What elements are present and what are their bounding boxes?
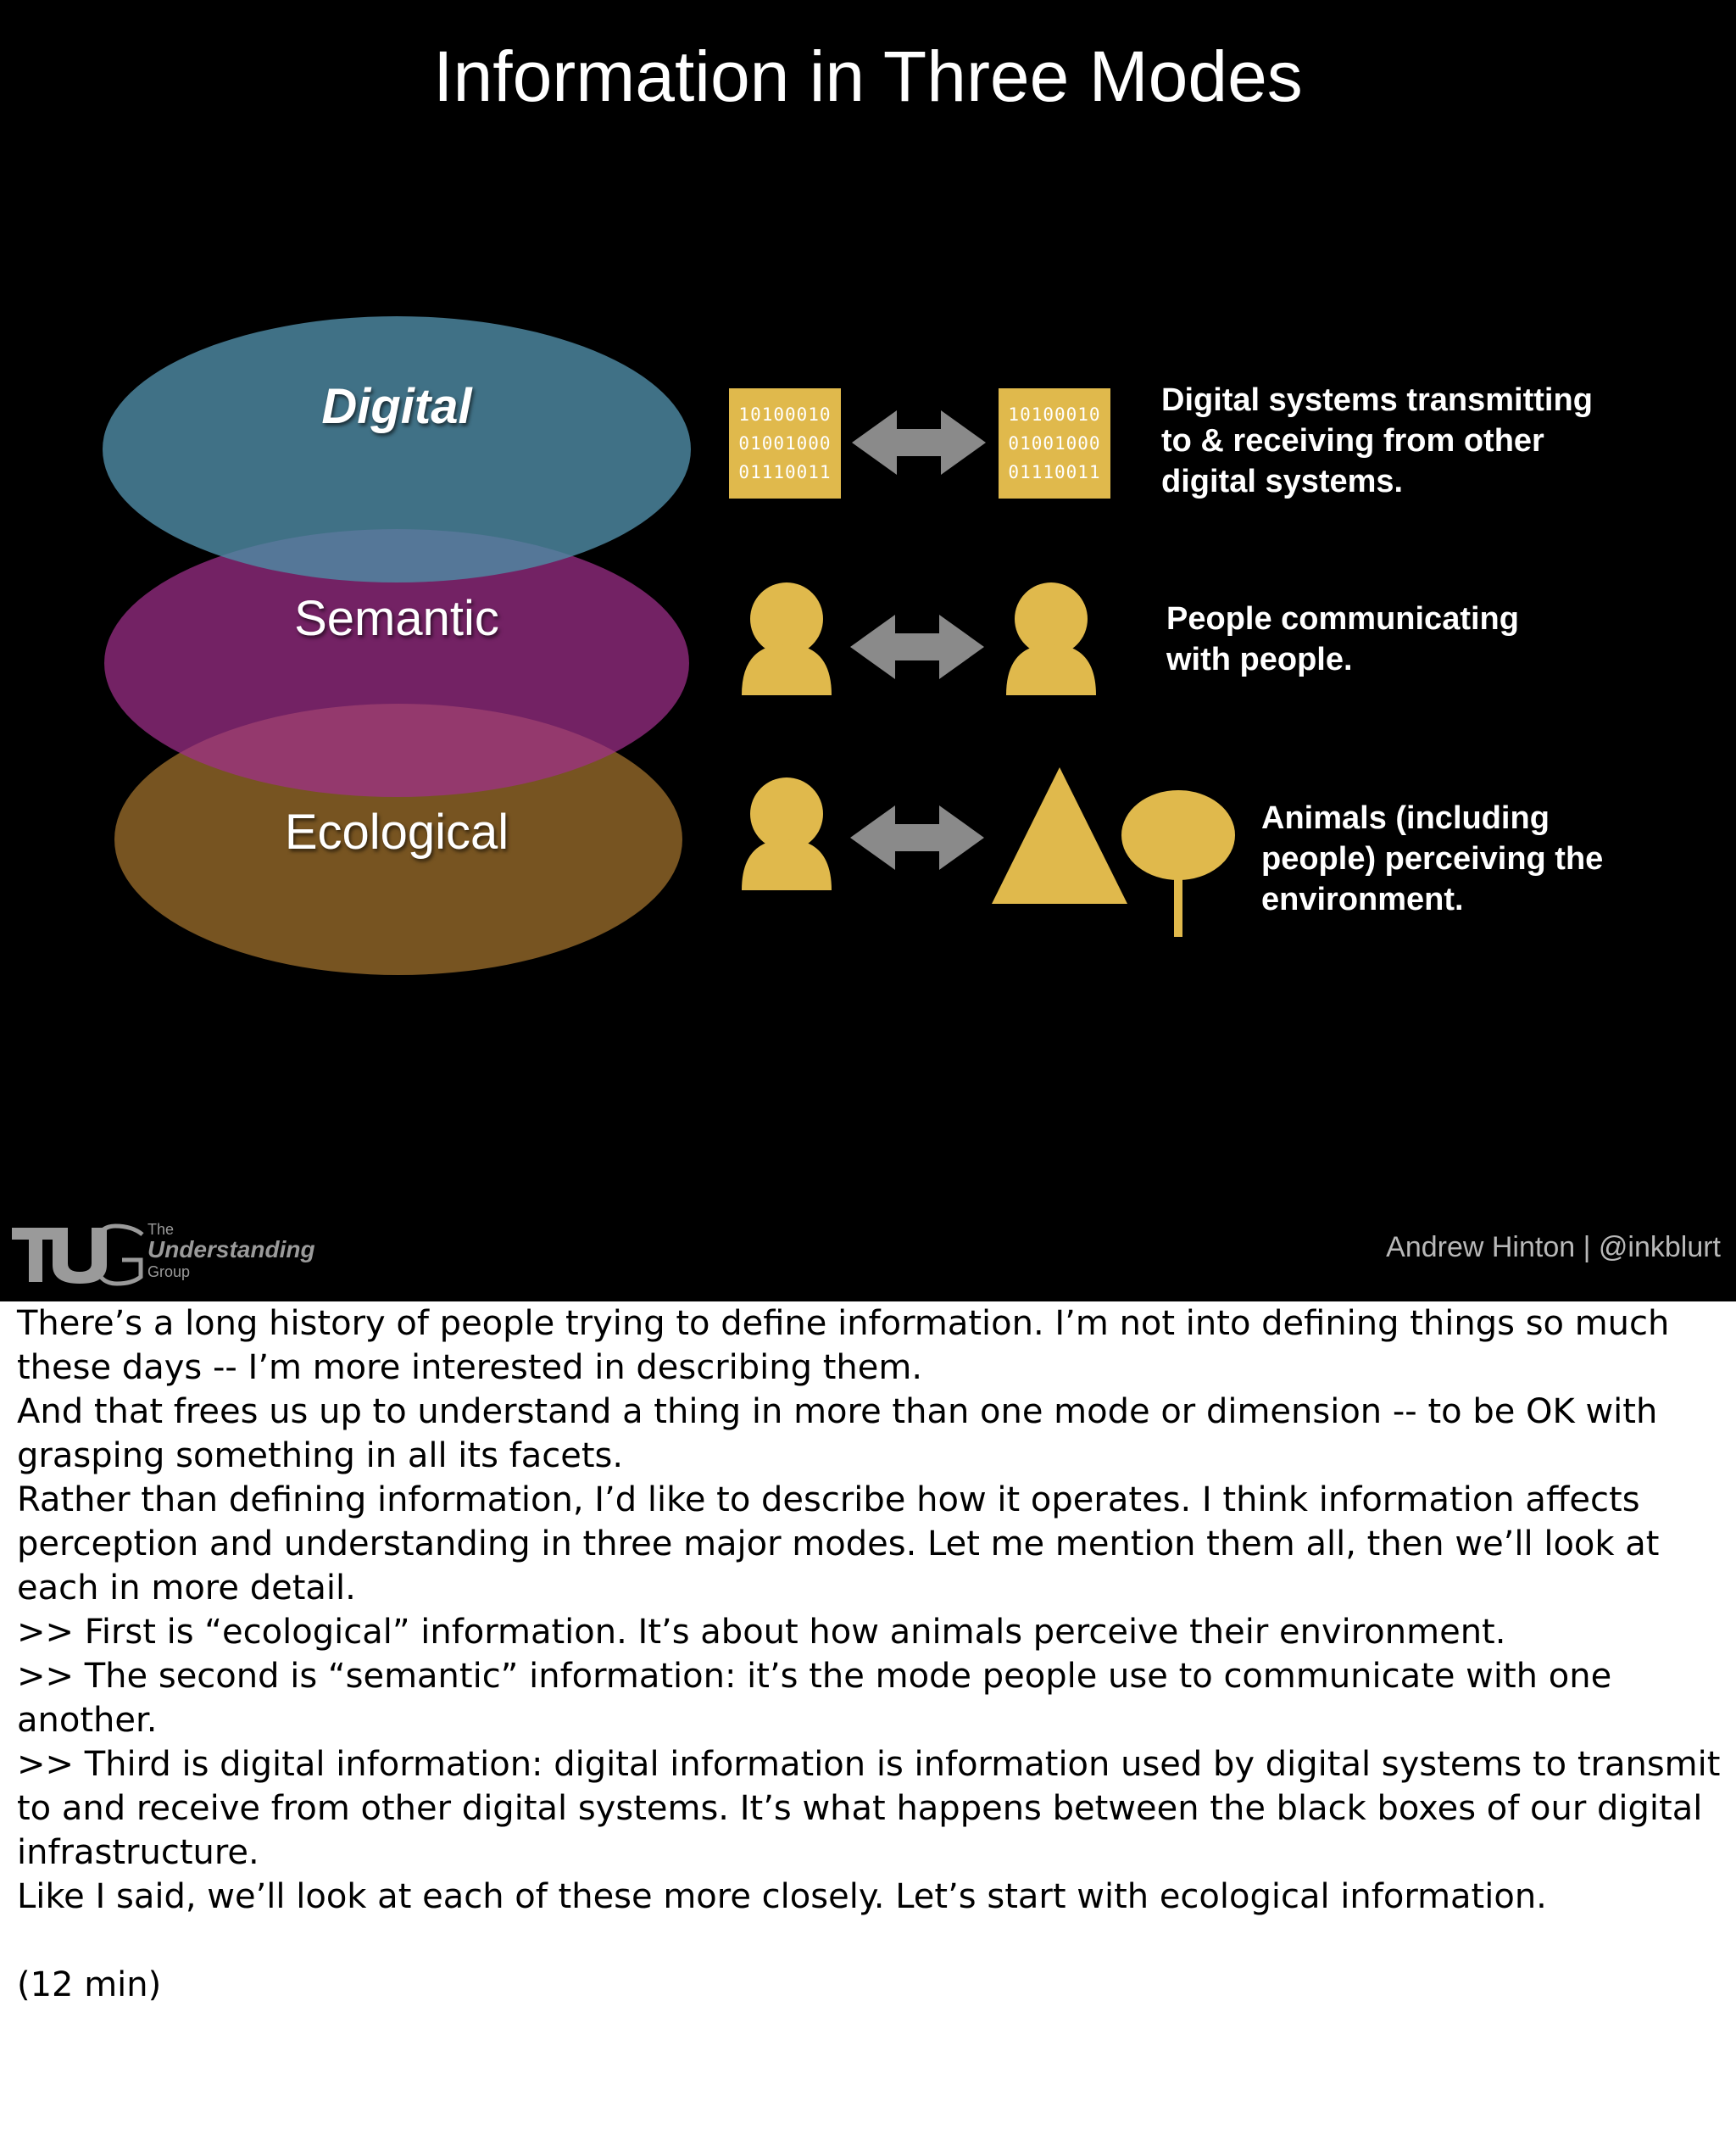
person-icon [742,777,832,890]
person-icon [1006,582,1096,695]
notes-paragraph: >> Third is digital information: digital information is information used by digital systems to transmit to and receive from other digital systems. It’s what happens between the black boxes of our digital infrastructure. [17,1745,1721,1872]
binary-line: 01001000 [1008,433,1101,454]
logo-text-group: Group [147,1263,191,1280]
notes-gap [17,1919,1721,1963]
binary-line: 01001000 [738,433,832,454]
digital-ellipse [103,316,691,582]
person-icon [742,582,832,695]
logo [12,1221,334,1285]
notes-paragraph: >> First is “ecological” information. It’s about how animals perceive their environment. [17,1613,1506,1652]
logo-text-understanding: Understanding [147,1236,315,1262]
speaker-notes [17,1301,1721,2007]
binary-data-icon [999,388,1110,499]
binary-line: 10100010 [738,404,832,425]
binary-line: 10100010 [1008,404,1101,425]
double-arrow-icon [850,615,984,679]
tree-icon [1121,790,1235,937]
binary-line: 01110011 [1008,462,1101,482]
mode-label-ecological: Ecological [284,805,509,860]
notes-paragraph: Rather than defining information, I’d like to describe how it operates. I think information affects perception and understanding in three major modes. Let me mention them all, then we’ll look at each in more detail. [17,1480,1660,1608]
slide-title: Information in Three Modes [433,36,1303,116]
mode-label-digital: Digital [321,379,472,434]
mode-label-semantic: Semantic [294,591,499,646]
binary-line: 01110011 [738,462,832,482]
author-credit: Andrew Hinton | @inkblurt [1386,1231,1721,1263]
notes-paragraph: Like I said, we’ll look at each of these more closely. Let’s start with ecological information. [17,1877,1547,1916]
description-ecological: Animals (including people) perceiving the environment. [1261,800,1604,917]
notes-paragraph: And that frees us up to understand a thing in more than one mode or dimension -- to be OK with grasping something in all its facets. [17,1392,1658,1475]
description-digital: Digital systems transmitting to & receiving from other digital systems. [1161,382,1593,499]
logo-text-the: The [147,1221,175,1238]
notes-paragraph: There’s a long history of people trying to define information. I’m not into defining things so much these days -- I’m more interested in describing them. [17,1304,1670,1387]
notes-paragraph: >> The second is “semantic” information: it’s the mode people use to communicate with one another. [17,1657,1612,1740]
binary-data-icon [729,388,841,499]
double-arrow-icon [852,410,986,475]
double-arrow-icon [850,805,984,870]
triangle-icon [992,767,1127,904]
description-semantic: People communicating with people. [1166,601,1519,677]
notes-duration: (12 min) [17,1965,162,2004]
